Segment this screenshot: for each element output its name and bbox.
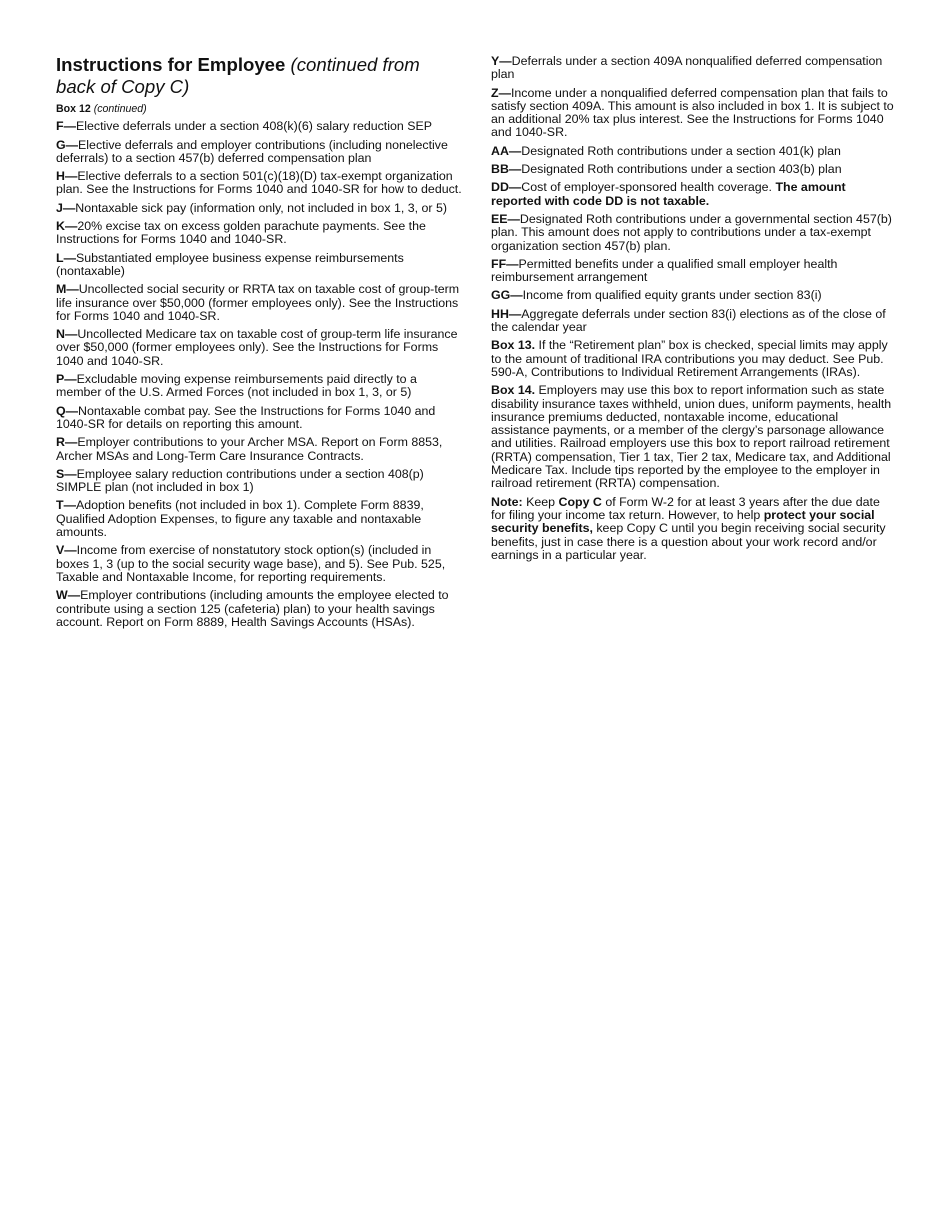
code-description: Excludable moving expense reimbursements paid directly to a member of the U.S. Armed Forces (not included in box 1, 3, or 5) [56, 372, 417, 400]
code-label: J— [56, 200, 76, 215]
code-entry-q [56, 405, 464, 432]
code-entry-gg [491, 289, 895, 302]
code-entry-r [56, 436, 464, 463]
code-label: DD— [491, 180, 522, 195]
code-entry-v [56, 544, 464, 584]
box12-label: Box 12 [56, 103, 91, 115]
title-bold: Instructions for Employee [56, 54, 286, 75]
code-entry-p [56, 373, 464, 400]
code-label: F— [56, 119, 76, 134]
note-copy-c: Copy C [558, 494, 602, 509]
note-text-1: Keep [522, 494, 559, 509]
code-description: Nontaxable sick pay (information only, not included in box 1, 3, or 5) [75, 200, 447, 215]
code-label: Z— [491, 85, 511, 100]
box13-text: If the “Retirement plan” box is checked, special limits may apply to the amount of traditional IRA contributions you may deduct. See Pub. 590-A, Contributions to Individual Retirement Arrangements (IRAs). [491, 338, 888, 379]
code-label: M— [56, 282, 79, 297]
code-label: GG— [491, 288, 523, 303]
code-description: Nontaxable combat pay. See the Instructions for Forms 1040 and 1040-SR for details on reporting this amount. [56, 403, 436, 431]
code-label: FF— [491, 256, 519, 271]
code-label: T— [56, 498, 76, 513]
code-description: Permitted benefits under a qualified small employer health reimbursement arrangement [491, 256, 838, 285]
code-entry-s [56, 468, 464, 495]
note-paragraph [491, 496, 895, 562]
code-description: Uncollected social security or RRTA tax on taxable cost of group-term life insurance over $50,000 (former employees only). See the Instructions for Forms 1040 and 1040-SR. [56, 282, 460, 323]
code-label: G— [56, 137, 79, 152]
box12-heading [56, 103, 464, 116]
code-label: N— [56, 327, 78, 342]
box14-text: Employers may use this box to report information such as state disability insurance taxes withheld, union dues, uniform payments, health insurance premiums deducted, nontaxable income, educational assistance payments, or a member of the clergy’s parsonage allowance and utilities. Railroad employers use this box to report railroad retirement (RRTA) compensation, Tier 1 tax, Tier 2 tax, Medicare tax, and Additional Medicare Tax. Include tips reported by the employee to the employer in railroad retirement (RRTA) compensation. [491, 383, 892, 491]
code-description: Adoption benefits (not included in box 1). Complete Form 8839, Qualified Adoption Expenses, to figure any taxable and nontaxable amounts. [56, 498, 424, 540]
code-entry-f [56, 120, 464, 133]
code-entry-n [56, 328, 464, 368]
code-label: R— [56, 435, 78, 450]
code-description: Employer contributions to your Archer MSA. Report on Form 8853, Archer MSAs and Long-Term Care Insurance Contracts. [56, 435, 443, 463]
code-description: Aggregate deferrals under section 83(i) elections as of the close of the calendar year [491, 306, 886, 335]
code-label: W— [56, 588, 81, 603]
code-description: Income from qualified equity grants under section 83(i) [522, 288, 822, 303]
code-description: 20% excise tax on excess golden parachute payments. See the Instructions for Forms 1040 and 1040-SR. [56, 219, 426, 247]
code-entry-l [56, 252, 464, 279]
code-description: Elective deferrals and employer contributions (including nonelective deferrals) to a section 457(b) deferred compensation plan [56, 137, 448, 165]
code-entry-dd [491, 181, 895, 208]
page-title [56, 54, 464, 98]
title-continued: (continued from back of Copy C) [56, 54, 420, 97]
code-entry-aa [491, 145, 895, 158]
code-label: P— [56, 372, 77, 387]
code-label: H— [56, 169, 78, 184]
code-description: Uncollected Medicare tax on taxable cost of group-term life insurance over $50,000 (former employees only). See the Instructions for Forms 1040 and 1040-SR. [56, 327, 458, 368]
code-entry-ee [491, 213, 895, 253]
code-entry-bb [491, 163, 895, 176]
note-protect-benefits: protect your social security benefits, [491, 507, 875, 536]
code-description: Designated Roth contributions under a section 401(k) plan [521, 143, 841, 158]
right-column [491, 55, 895, 567]
code-description: Designated Roth contributions under a governmental section 457(b) plan. This amount does not apply to contributions under a tax-exempt organization section 457(b) plan. [491, 211, 892, 253]
code-description: Employee salary reduction contributions under a section 408(p) SIMPLE plan (not included in box 1) [56, 466, 424, 495]
box12-continued: (continued) [93, 103, 147, 115]
note-text-3: keep Copy C until you begin receiving social security benefits, just in case there is a question about your work record and/or earnings in a particular year. [491, 521, 886, 562]
code-label: EE— [491, 211, 520, 226]
code-label: S— [56, 466, 77, 481]
code-description: Elective deferrals to a section 501(c)(18)(D) tax-exempt organization plan. See the Instructions for Forms 1040 and 1040-SR for how to deduct. [56, 169, 462, 197]
note-text-2: of Form W-2 for at least 3 years after the due date for filing your income tax return. However, to help [491, 494, 880, 522]
code-label: K— [56, 219, 78, 234]
code-entry-g [56, 139, 464, 166]
code-entry-y [491, 55, 895, 82]
code-label: AA— [491, 143, 522, 158]
code-label: L— [56, 250, 76, 265]
dd-not-taxable-note: The amount reported with code DD is not taxable. [491, 180, 846, 208]
code-entry-ff [491, 258, 895, 285]
box14-paragraph [491, 384, 895, 490]
box14-label: Box 14. [491, 383, 536, 398]
code-description: Designated Roth contributions under a section 403(b) plan [521, 162, 842, 177]
box13-label: Box 13. [491, 338, 536, 353]
code-label: BB— [491, 162, 522, 177]
code-entry-z [491, 87, 895, 140]
code-entry-h [56, 170, 464, 197]
code-entry-t [56, 499, 464, 539]
code-description: Employer contributions (including amounts the employee elected to contribute using a section 125 (cafeteria) plan) to your health savings account. Report on Form 8889, Health Savings Accounts (HSAs). [56, 588, 449, 629]
code-description: Income under a nonqualified deferred compensation plan that fails to satisfy section 409A. This amount is also included in box 1. It is subject to an additional 20% tax plus interest. See the Instructions for Forms 1040 and 1040-SR. [491, 85, 894, 140]
box13-paragraph [491, 339, 895, 379]
note-label: Note: [491, 494, 523, 509]
code-label: Y— [491, 54, 512, 68]
code-entry-k [56, 220, 464, 247]
code-entry-j [56, 202, 464, 215]
code-description: Cost of employer-sponsored health coverage. [521, 180, 776, 195]
code-description: Deferrals under a section 409A nonqualified deferred compensation plan [491, 54, 883, 82]
code-label: Q— [56, 403, 79, 418]
code-entry-w [56, 589, 464, 629]
code-description: Substantiated employee business expense reimbursements (nontaxable) [56, 250, 404, 278]
code-label: HH— [491, 306, 522, 321]
code-entry-m [56, 283, 464, 323]
code-label: V— [56, 543, 77, 558]
code-entry-hh [491, 308, 895, 335]
left-column [56, 54, 464, 634]
code-description: Elective deferrals under a section 408(k)(6) salary reduction SEP [75, 119, 433, 134]
code-description: Income from exercise of nonstatutory stock option(s) (included in boxes 1, 3 (up to the social security wage base), and 5). See Pub. 525, Taxable and Nontaxable Income, for reporting requirements. [56, 543, 446, 584]
